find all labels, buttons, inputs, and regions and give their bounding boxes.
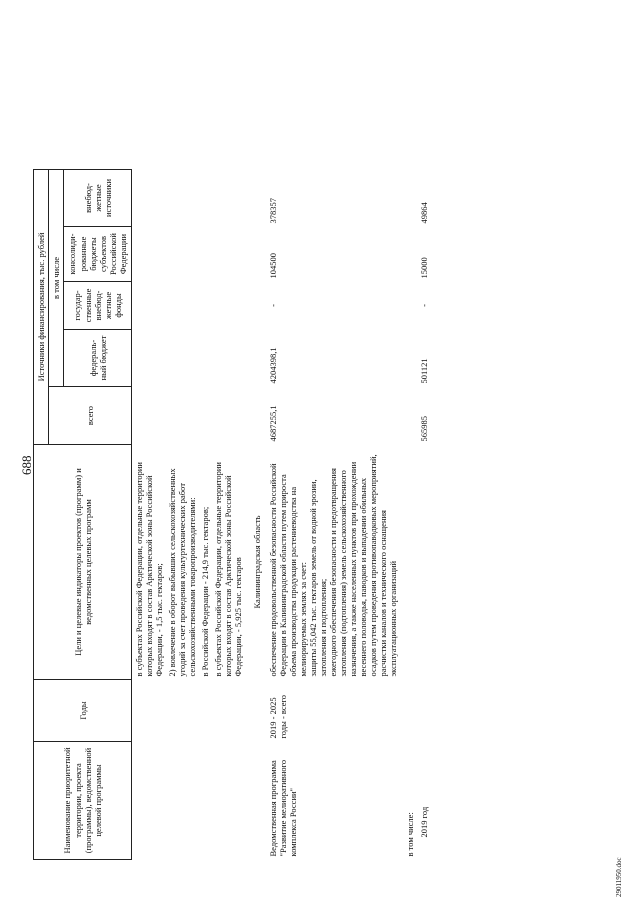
header-row-1 <box>34 19 49 859</box>
program-goal: обеспечение продовольственной безопасности Российской Федерации в Калининградской области путем прироста объема производства продукции растениеводства на мелиорируемых землях за счет: <box>268 463 309 677</box>
header-name: Наименование приоритетной территории, проекта (программы), ведомственной целевой программы <box>34 742 132 860</box>
program-goals <box>266 445 403 680</box>
header-consolidated: консолиди-рованные бюджеты субъектов Российской Федерации <box>64 227 132 282</box>
program-state-funds: - <box>268 304 279 307</box>
program-goal: ежегодного обеспечения безопасности и предотвращения затопления (подтопления) земель сельскохозяйственного назначения, а также населенных пунктов при прохождении весеннего половодья, паводков и выпадении обильных осадков путем проведения противопаводковых мероприятий, расчистки каналов и технического оснащения эксплуатационных организаций <box>328 454 399 677</box>
year-2019-extrabudget: 49864 <box>419 202 430 224</box>
year-2019-state-funds: - <box>419 304 430 307</box>
year-2019-total: 565985 <box>419 416 430 442</box>
year-2019-row <box>417 19 431 859</box>
header-extrabudget: внебюд-жетные источники <box>64 169 132 226</box>
continuation-item: в субъектах Российской Федерации, отдельные территории которых входят в состав Арктической зоны Российской Федерации, - 1,5 тыс. гектаров; <box>134 462 165 677</box>
program-years: 2019 - 2025 годы - всего <box>268 694 289 739</box>
header-state-funds: государ-ственные внебюд-жетные фонды <box>64 282 132 330</box>
header-years: Годы <box>34 680 132 742</box>
header-funding-group: Источники финансирования, тыс. рублей <box>34 169 49 444</box>
program-total: 4687255,1 <box>268 405 279 442</box>
header-including: в том числе <box>49 169 64 386</box>
header-federal: федераль-ный бюджет <box>64 330 132 387</box>
program-row <box>266 19 403 859</box>
program-federal: 4204398,1 <box>268 347 279 384</box>
region-heading: Калининградская область <box>252 515 263 609</box>
header-total: всего <box>49 387 132 445</box>
document-id: 29011950.doc <box>615 857 623 897</box>
continuation-goals <box>132 445 249 680</box>
financing-table <box>33 19 431 860</box>
continuation-item: в субъектах Российской Федерации, отдельные территории которых входят в состав Арктической зоны Российской Федерации, - 5,925 тыс. гектаров <box>213 462 244 677</box>
program-goal: защиты 55,042 тыс. гектаров земель от водной эрозии, затопления и подтопления; <box>308 479 329 677</box>
year-2019-consolidated: 15000 <box>419 257 430 279</box>
year-2019-federal: 501121 <box>419 358 430 384</box>
program-consolidated: 104500 <box>268 253 279 279</box>
year-2019-label: 2019 год <box>419 806 430 838</box>
program-name: Ведомственная программа "Развитие мелиоративного комплекса России" <box>268 759 299 857</box>
continuation-item: в Российской Федерации - 214,9 тыс. гектаров; <box>200 506 211 677</box>
continuation-item: 2) вовлечение в оборот выбывших сельскохозяйственных угодий за счет проведения культуртехнических работ сельскохозяйственными товаропроизводителями: <box>167 468 198 677</box>
continuation-row <box>132 19 249 859</box>
region-row <box>248 19 266 859</box>
page-number: 688 <box>19 455 34 475</box>
program-extrabudget: 378357 <box>268 198 279 224</box>
including-label: в том числе: <box>405 812 416 857</box>
header-goals: Цели и целевые индикаторы проектов (программ) и ведомственных целевых программ <box>34 445 132 680</box>
header-blank <box>34 19 132 169</box>
including-row <box>403 19 417 859</box>
